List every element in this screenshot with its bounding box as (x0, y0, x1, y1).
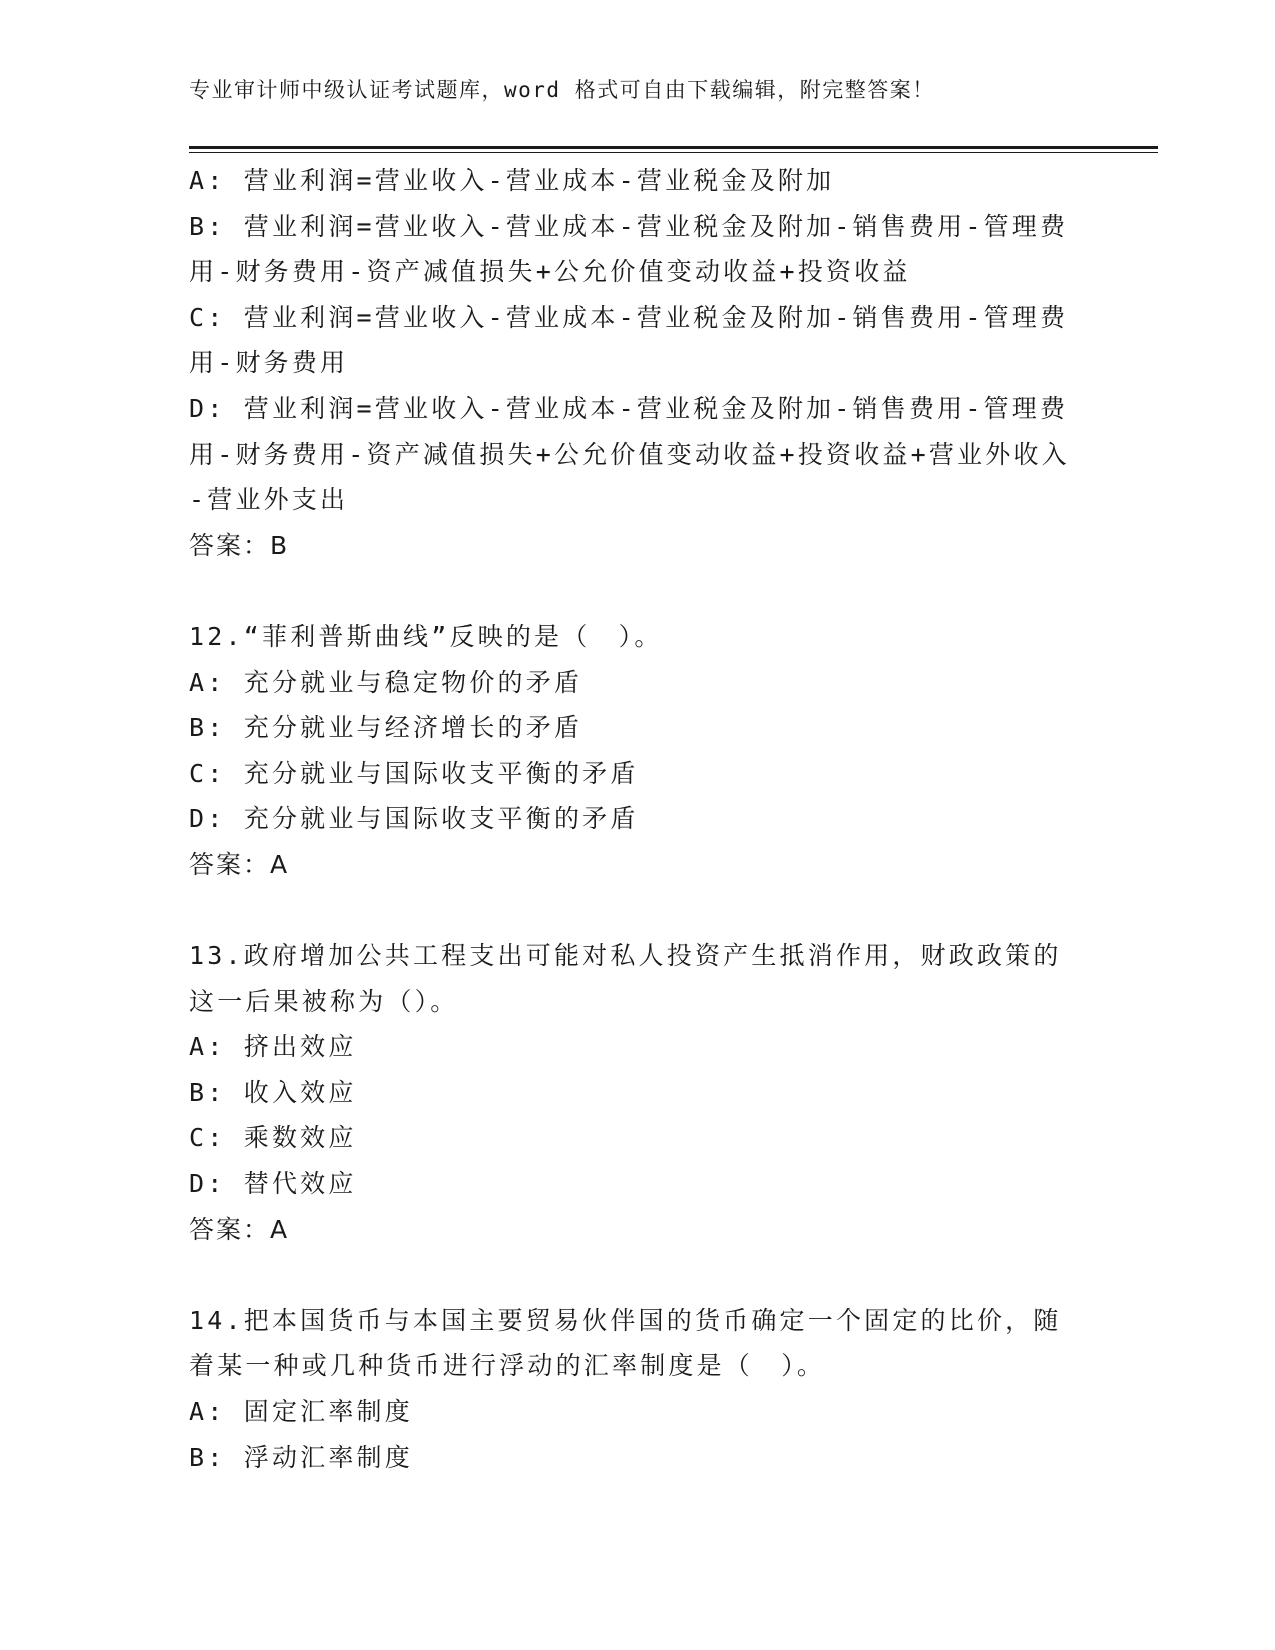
option-line: -营业外支出 (189, 485, 349, 515)
block-spacer (189, 568, 1089, 614)
option-line: D: 充分就业与国际收支平衡的矛盾 (189, 804, 639, 834)
option-line: B: 充分就业与经济增长的矛盾 (189, 713, 583, 743)
question-stem: 12.“菲利普斯曲线”反映的是（ ）。 (189, 621, 663, 651)
question-content (189, 158, 1089, 1480)
block-spacer (189, 888, 1089, 934)
option-line: 用-财务费用-资产减值损失+公允价值变动收益+投资收益+营业外收入 (189, 439, 1070, 469)
question-block-14 (189, 1298, 1089, 1480)
option-line: C: 乘数效应 (189, 1123, 357, 1153)
option-line: D: 营业利润=营业收入-营业成本-营业税金及附加-销售费用-管理费 (189, 393, 1069, 423)
answer-line: 答案：B (189, 530, 290, 560)
question-stem: 这一后果被称为（）。 (189, 986, 459, 1016)
option-line: B: 营业利润=营业收入-营业成本-营业税金及附加-销售费用-管理费 (189, 211, 1069, 241)
option-line: A: 营业利润=营业收入-营业成本-营业税金及附加 (189, 166, 835, 195)
option-line: C: 营业利润=营业收入-营业成本-营业税金及附加-销售费用-管理费 (189, 302, 1069, 332)
header-rule-thick (189, 146, 1158, 149)
option-line: A: 固定汇率制度 (189, 1397, 413, 1427)
question-block-12 (189, 614, 1089, 888)
block-spacer (189, 1252, 1089, 1298)
question-stem: 13.政府增加公共工程支出可能对私人投资产生抵消作用，财政政策的 (189, 941, 1062, 971)
option-line: 用-财务费用 (189, 348, 349, 378)
option-line: C: 充分就业与国际收支平衡的矛盾 (189, 758, 639, 788)
option-line: A: 挤出效应 (189, 1032, 357, 1062)
question-stem: 着某一种或几种货币进行浮动的汇率制度是（ ）。 (189, 1351, 826, 1381)
option-line: 用-财务费用-资产减值损失+公允价值变动收益+投资收益 (189, 257, 911, 287)
option-line: B: 浮动汇率制度 (189, 1442, 413, 1472)
answer-line: 答案：A (189, 1214, 290, 1244)
question-block-13 (189, 933, 1089, 1252)
answer-line: 答案：A (189, 849, 290, 879)
question-stem: 14.把本国货币与本国主要贸易伙伴国的货币确定一个固定的比价，随 (189, 1305, 1062, 1335)
option-line: D: 替代效应 (189, 1169, 357, 1199)
page-header: 专业审计师中级认证考试题库，word 格式可自由下载编辑，附完整答案！ (189, 78, 935, 102)
option-line: B: 收入效应 (189, 1077, 357, 1107)
option-line: A: 充分就业与稳定物价的矛盾 (189, 667, 583, 697)
question-block-11 (189, 158, 1089, 568)
header-rule-thin (189, 152, 1158, 153)
